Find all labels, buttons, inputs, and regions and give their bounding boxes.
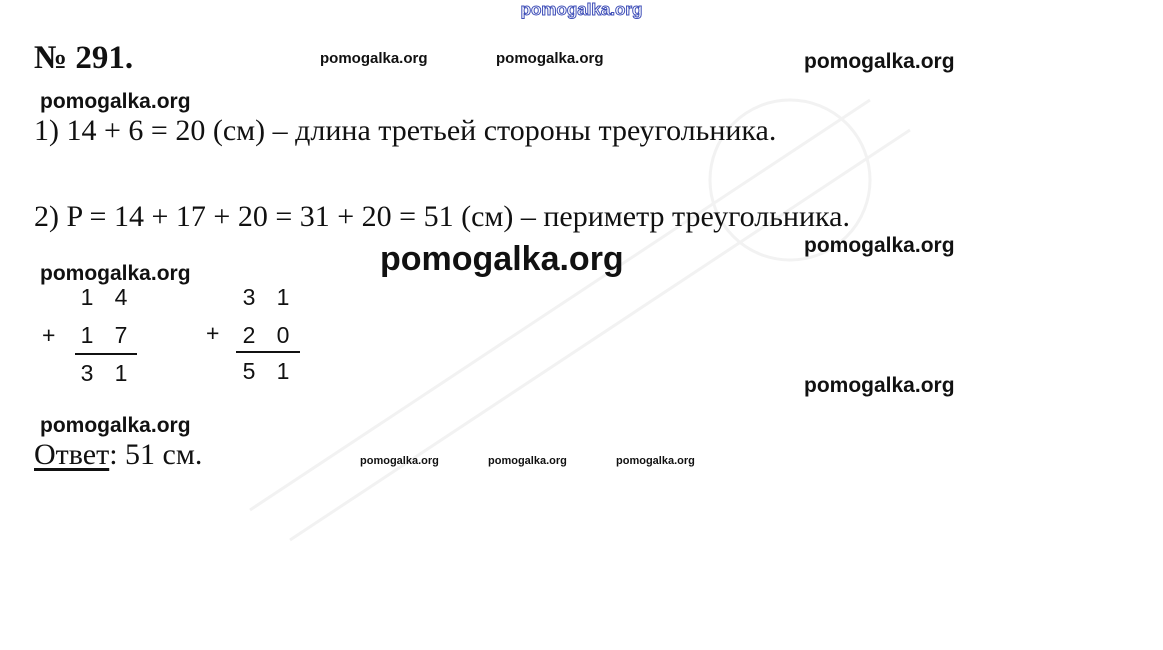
digit: 3	[80, 360, 94, 386]
column-1-top-row	[70, 284, 138, 311]
watermark-right-low: pomogalka.org	[804, 374, 955, 397]
plus-sign: +	[206, 320, 220, 346]
watermark-header-small-2: pomogalka.org	[496, 50, 604, 67]
digit: 1	[276, 284, 290, 310]
digit: 4	[114, 284, 128, 310]
digit: 0	[276, 322, 290, 348]
watermark-bottom-1: pomogalka.org	[360, 455, 439, 467]
problem-number: № 291.	[34, 40, 134, 76]
solution-step-2: 2) P = 14 + 17 + 20 = 31 + 20 = 51 (см) – периметр треугольника.	[34, 200, 850, 233]
answer-line	[34, 438, 202, 472]
answer-label: Ответ	[34, 438, 110, 471]
digit: 1	[80, 322, 94, 348]
solution-step-1: 1) 14 + 6 = 20 (см) – длина третьей стороны треугольника.	[34, 114, 777, 147]
column-1-second-row	[70, 322, 138, 349]
watermark-right-mid: pomogalka.org	[804, 234, 955, 257]
watermark-bottom-2: pomogalka.org	[488, 455, 567, 467]
column-2-top-row	[232, 284, 300, 311]
column-1-result-row	[70, 360, 138, 387]
column-2-second-row	[232, 322, 300, 349]
watermark-left-3: pomogalka.org	[40, 414, 191, 437]
watermark-center-big: pomogalka.org	[380, 240, 624, 278]
plus-sign: +	[42, 322, 56, 348]
sum-line	[236, 351, 300, 353]
sum-line	[75, 353, 137, 355]
digit: 1	[80, 284, 94, 310]
digit: 1	[114, 360, 128, 386]
watermark-bottom-3: pomogalka.org	[616, 455, 695, 467]
digit: 7	[114, 322, 128, 348]
watermark-header-right: pomogalka.org	[804, 50, 955, 73]
digit: 3	[242, 284, 256, 310]
answer-value: : 51 см.	[109, 438, 203, 471]
watermark-top: pomogalka.org	[520, 0, 643, 19]
digit: 1	[276, 358, 290, 384]
watermark-header-small-1: pomogalka.org	[320, 50, 428, 67]
column-addition-2	[206, 284, 312, 394]
column-2-result-row	[232, 358, 300, 385]
digit: 2	[242, 322, 256, 348]
watermark-left-1: pomogalka.org	[40, 90, 191, 113]
column-addition-1	[42, 284, 150, 394]
digit: 5	[242, 358, 256, 384]
watermark-left-2: pomogalka.org	[40, 262, 191, 285]
